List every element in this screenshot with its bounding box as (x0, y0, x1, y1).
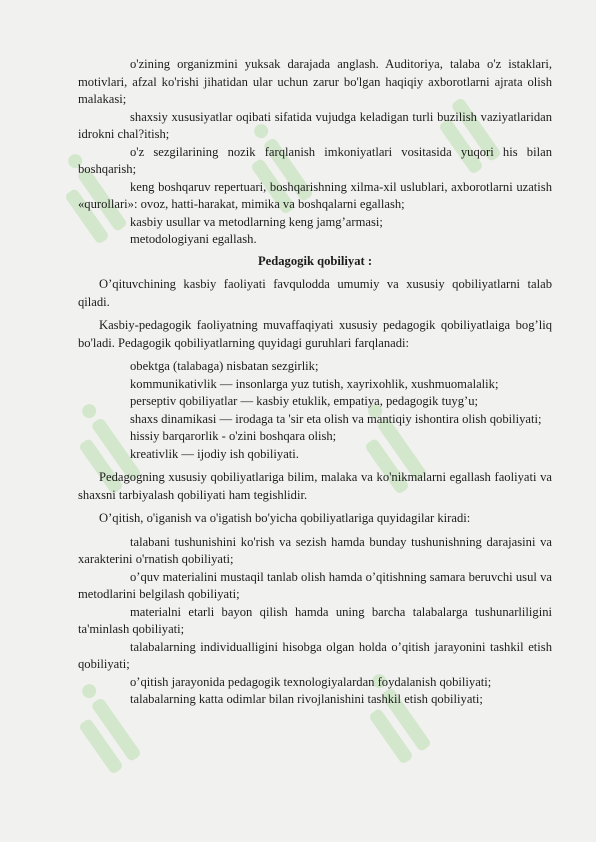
list (78, 358, 552, 463)
list-item: materialni etarli bayon qilish hamda uning barcha talabalarga tushunarliligini ta'minlash qobiliyati; (78, 604, 552, 636)
text-line: o'z sezgilarining nozik farqlanish imkoniyatlari vositasida yuqori his bilan boshqarish; (78, 144, 552, 176)
list (78, 534, 552, 709)
list-item: talabani tushunishini ko'rish va sezish hamda bunday tushunishning darajasini va xarakterini o'rnatish qobiliyati; (78, 534, 552, 566)
list-item: o’quv materialini mustaqil tanlab olish hamda o’qitishning samara beruvchi usul va metodlarini belgilash qobiliyati; (78, 569, 552, 601)
paragraph: Kasbiy-pedagogik faoliyatning muvaffaqiyati xususiy pedagogik qobiliyatlaiga bog’liq bo'ladi. Pedagogik qobiliyatlarning quyidagi guruhlari farqlanadi: (78, 318, 552, 350)
list-item: hissiy barqarorlik - o'zini boshqara olish; (130, 429, 337, 443)
list-item: shaxs dinamikasi — irodaga ta 'sir eta olish va mantiqiy ishontira olish qobiliyati; (130, 411, 542, 426)
list-item: kreativlik — ijodiy ish qobiliyati. (130, 446, 299, 461)
list-item: talabalarning katta odimlar bilan rivojlanishini tashkil etish qobiliyati; (130, 692, 483, 706)
section-heading: Pedagogik qobiliyat : (257, 253, 373, 268)
text-line: kasbiy usullar va metodlarning keng jamg’armasi; (130, 214, 383, 229)
paragraph: Pedagogning xususiy qobiliyatlariga bilim, malaka va ko'nikmalarni egallash faoliyati va shaxsni tarbiyalash qobiliyati ham tegishlidir. (78, 470, 552, 502)
document-body (78, 56, 552, 709)
list-item: perseptiv qobiliyatlar — kasbiy etuklik, empatiya, pedagogik tuyg’u; (130, 394, 479, 408)
text-line: keng boshqaruv repertuari, boshqarishning xilma-xil uslublari, axborotlarni uzatish «qurollari»: ovoz, hatti-harakat, mimika va boshqalarni egallash; (78, 179, 552, 211)
paragraph: O’qitish, o'iganish va o'igatish bo'yicha qobiliyatlariga quyidagilar kiradi: (99, 511, 471, 525)
paragraph: O’qituvchining kasbiy faoliyati favqulodda umumiy va xususiy qobiliyatlarni talab qiladi. (78, 277, 552, 309)
list-item: talabalarning individualligini hisobga olgan holda o’qitish jarayonini tashkil etish qobiliyati; (78, 639, 552, 671)
list-item: kommunikativlik — insonlarga yuz tutish, xayrixohlik, xushmuomalalik; (130, 376, 499, 391)
text-line: shaxsiy xususiyatlar oqibati sifatida vujudga keladigan turli buzilish vaziyatlaridan idrokni chal?itish; (78, 109, 552, 141)
list-item: obektga (talabaga) nisbatan sezgirlik; (130, 359, 319, 373)
text-line: o'zining organizmini yuksak darajada anglash. Auditoriya, talaba o'z istaklari, motivlari, afzal ko'rishi jihatidan ular uchun zarur bo'lgan haqiqiy axborotlarni ajrata olish malakasi; (78, 57, 552, 106)
text-line: metodologiyani egallash. (130, 232, 257, 246)
list-item: o’qitish jarayonida pedagogik texnologiyalardan foydalanish qobiliyati; (130, 674, 492, 689)
